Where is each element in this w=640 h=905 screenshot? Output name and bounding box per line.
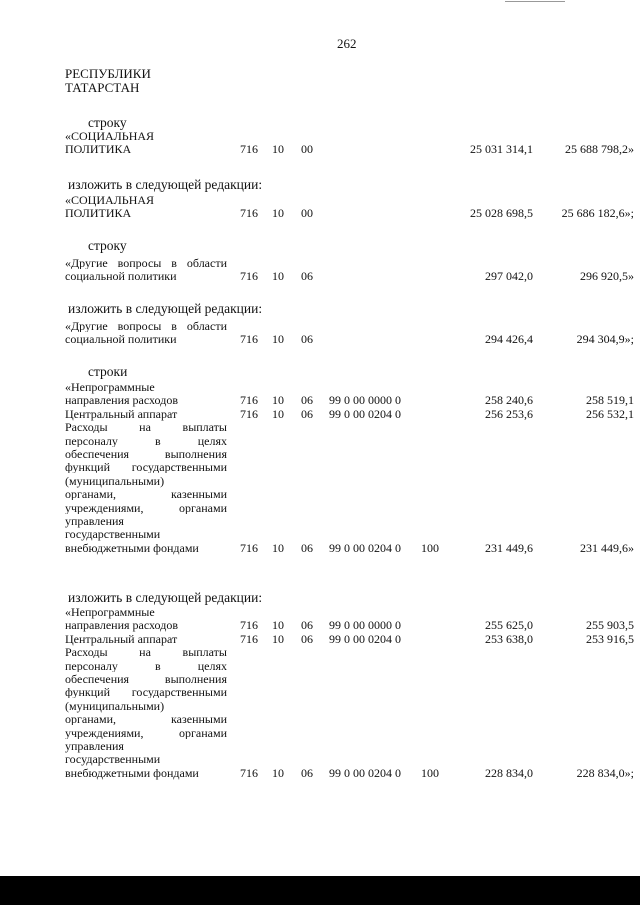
- row-label: государственными: [65, 527, 161, 542]
- col-value-2: 228 834,0»;: [576, 765, 634, 780]
- col-value-1: 25 031 314,1: [470, 142, 533, 157]
- row-label: социальной политики: [65, 269, 177, 284]
- row-label: «Другие вопросы в области: [65, 320, 227, 332]
- row-label: Центральный аппарат: [65, 406, 178, 421]
- col-value-2: 296 920,5»: [580, 269, 634, 284]
- col-value-2: 253 916,5: [586, 631, 634, 646]
- block-intro: изложить в следующей редакции:: [68, 590, 263, 605]
- row-label: ПОЛИТИКА: [65, 142, 132, 157]
- header-line-2: ТАТАРСТАН: [65, 80, 140, 95]
- col-value-1: 297 042,0: [485, 269, 533, 284]
- col-value-1: 294 426,4: [485, 332, 533, 347]
- scan-edge-mark: [505, 1, 565, 2]
- row-label: Центральный аппарат: [65, 631, 178, 646]
- col-subsection: 06: [301, 269, 313, 284]
- row-label: направления расходов: [65, 393, 178, 408]
- col-value-2: 25 688 798,2»: [565, 142, 634, 157]
- col-value-1: 231 449,6: [485, 540, 533, 555]
- col-ministry: 716: [240, 206, 258, 221]
- row-label: Расходы на выплаты: [65, 421, 227, 434]
- col-value-2: 294 304,9»;: [576, 332, 634, 347]
- row-label: (муниципальными): [65, 473, 165, 488]
- row-label: учреждениями, органами: [65, 726, 227, 739]
- row-label: ПОЛИТИКА: [65, 206, 132, 221]
- row-label: функций государственными: [65, 686, 227, 699]
- col-value-2: 25 686 182,6»;: [561, 206, 634, 221]
- col-target-article: 99 0 00 0204 0: [329, 540, 401, 555]
- col-value-1: 228 834,0: [485, 765, 533, 780]
- col-ministry: 716: [240, 765, 258, 780]
- col-value-2: 255 903,5: [586, 618, 634, 633]
- col-ministry: 716: [240, 618, 258, 633]
- col-target-article: 99 0 00 0000 0: [329, 618, 401, 633]
- col-ministry: 716: [240, 631, 258, 646]
- row-label: обеспечения выполнения: [65, 673, 227, 685]
- col-subsection: 06: [301, 540, 313, 555]
- row-label: «СОЦИАЛЬНАЯ: [65, 193, 155, 207]
- block-intro: изложить в следующей редакции:: [68, 177, 263, 192]
- row-label: органами, казенными: [65, 488, 227, 501]
- scan-border: [0, 876, 640, 905]
- row-label: Расходы на выплаты: [65, 646, 227, 659]
- col-section: 10: [272, 406, 284, 421]
- col-section: 10: [272, 332, 284, 347]
- col-target-article: 99 0 00 0204 0: [329, 765, 401, 780]
- row-label: «Непрограммные: [65, 380, 155, 394]
- col-subsection: 06: [301, 406, 313, 421]
- block-intro: изложить в следующей редакции:: [68, 301, 263, 316]
- header-line-1: РЕСПУБЛИКИ: [65, 66, 151, 81]
- col-value-1: 25 028 698,5: [470, 206, 533, 221]
- row-label: социальной политики: [65, 332, 177, 347]
- col-ministry: 716: [240, 269, 258, 284]
- row-label: «Другие вопросы в области: [65, 257, 227, 269]
- row-label: персоналу в целях: [65, 434, 227, 447]
- row-label: обеспечения выполнения: [65, 448, 227, 460]
- row-label: учреждениями, органами: [65, 501, 227, 514]
- block-intro: строку: [88, 238, 127, 253]
- col-section: 10: [272, 269, 284, 284]
- row-label: органами, казенными: [65, 713, 227, 726]
- col-section: 10: [272, 765, 284, 780]
- col-value-1: 256 253,6: [485, 406, 533, 421]
- col-target-article: 99 0 00 0000 0: [329, 393, 401, 408]
- col-subsection: 06: [301, 332, 313, 347]
- col-target-article: 99 0 00 0204 0: [329, 406, 401, 421]
- block-intro: строки: [88, 364, 128, 379]
- col-subsection: 06: [301, 631, 313, 646]
- col-value-2: 256 532,1: [586, 406, 634, 421]
- row-label: управления: [65, 514, 124, 528]
- row-label: функций государственными: [65, 461, 227, 474]
- row-label: «Непрограммные: [65, 605, 155, 619]
- row-label: направления расходов: [65, 618, 178, 633]
- col-section: 10: [272, 206, 284, 221]
- col-subsection: 00: [301, 206, 313, 221]
- row-label: внебюджетными фондами: [65, 540, 199, 555]
- col-section: 10: [272, 631, 284, 646]
- col-ministry: 716: [240, 332, 258, 347]
- block-intro: строку: [88, 115, 127, 130]
- col-subsection: 06: [301, 618, 313, 633]
- col-ministry: 716: [240, 406, 258, 421]
- col-ministry: 716: [240, 393, 258, 408]
- col-value-1: 255 625,0: [485, 618, 533, 633]
- col-subsection: 06: [301, 393, 313, 408]
- col-value-1: 258 240,6: [485, 393, 533, 408]
- col-value-1: 253 638,0: [485, 631, 533, 646]
- col-section: 10: [272, 540, 284, 555]
- col-value-2: 258 519,1: [586, 393, 634, 408]
- col-subsection: 06: [301, 765, 313, 780]
- row-label: управления: [65, 739, 124, 753]
- row-label: внебюджетными фондами: [65, 765, 199, 780]
- col-section: 10: [272, 618, 284, 633]
- page-number: 262: [337, 36, 357, 51]
- row-label: «СОЦИАЛЬНАЯ: [65, 129, 155, 143]
- col-expense-type: 100: [421, 540, 439, 555]
- col-ministry: 716: [240, 142, 258, 157]
- col-section: 10: [272, 142, 284, 157]
- row-label: государственными: [65, 752, 161, 767]
- row-label: (муниципальными): [65, 698, 165, 713]
- col-value-2: 231 449,6»: [580, 540, 634, 555]
- col-section: 10: [272, 393, 284, 408]
- col-ministry: 716: [240, 540, 258, 555]
- row-label: персоналу в целях: [65, 659, 227, 672]
- col-expense-type: 100: [421, 765, 439, 780]
- col-target-article: 99 0 00 0204 0: [329, 631, 401, 646]
- col-subsection: 00: [301, 142, 313, 157]
